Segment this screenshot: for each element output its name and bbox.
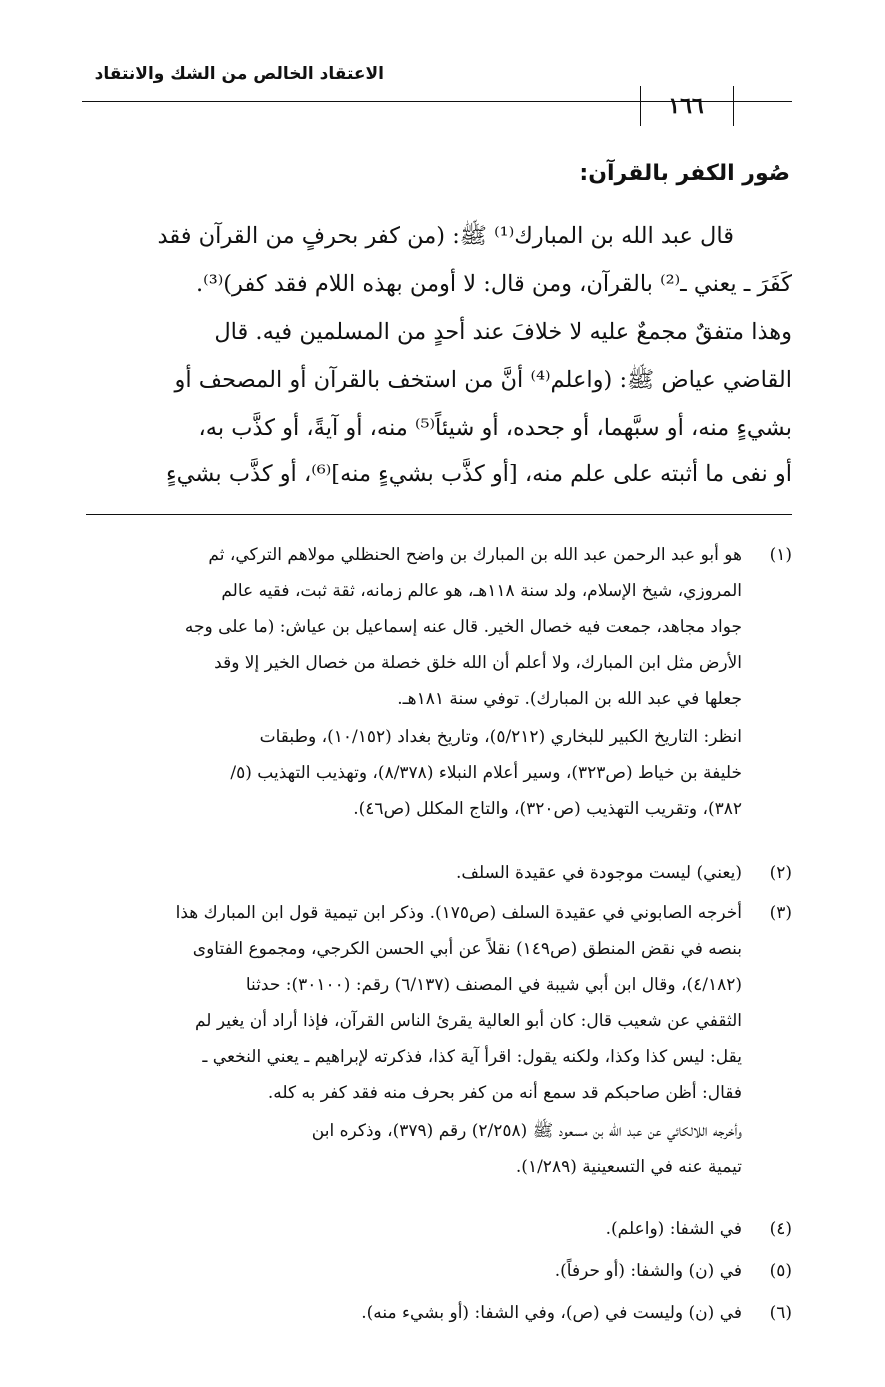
footnote-line: ٣٨٢)، وتقريب التهذيب (ص٣٢٠)، والتاج المكلل (ص٤٦).	[353, 799, 742, 819]
main-text-line: كَفَرَ ـ يعني ـ⁽²⁾ بالقرآن، ومن قال: لا أومن بهذه اللام فقد كفر)⁽³⁾.	[196, 271, 792, 297]
footnote-line: انظر: التاريخ الكبير للبخاري (٥/٢١٢)، وتاريخ بغداد (١٠/١٥٢)، وطبقات	[259, 727, 742, 747]
footnote-line: تيمية عنه في التسعينية (١/٢٨٩).	[515, 1157, 742, 1177]
footnote-line: وأخرجه اللالكائي عن عبد الله بن مسعود ﷺ (٢/٢٥٨) رقم (٣٧٩)، وذكره ابن	[311, 1121, 742, 1141]
footnote-line: هو أبو عبد الرحمن عبد الله بن المبارك بن واضح الحنظلي مولاهم التركي، ثم	[208, 545, 742, 565]
main-text-line: بشيءٍ منه، أو سبَّهما، أو جحده، أو شيئاً⁽⁵⁾ منه، أو آيةً، أو كذَّب به،	[198, 415, 792, 441]
footnote-number: (٤)	[769, 1219, 792, 1239]
footnote-line: المروزي، شيخ الإسلام، ولد سنة ١١٨هـ، هو عالم زمانه، ثقة ثبت، فقيه عالم	[221, 581, 742, 601]
footnote-number: (٥)	[769, 1261, 792, 1281]
footnote-line: في (ن) والشفا: (أو حرفاً).	[554, 1261, 742, 1281]
footnote-line: أخرجه الصابوني في عقيدة السلف (ص١٧٥). وذكر ابن تيمية قول ابن المبارك هذا	[175, 903, 742, 923]
footnote-line: الثقفي عن شعيب قال: كان أبو العالية يقرئ الناس القرآن، فإذا أراد أن يغير لم	[194, 1011, 742, 1031]
running-header-title: الاعتقاد الخالص من الشك والانتقاد	[94, 64, 384, 84]
footnote-line: بنصه في نقض المنطق (ص١٤٩) نقلاً عن أبي الحسن الكرجي، ومجموع الفتاوى	[192, 939, 742, 959]
footnote-line: فقال: أظن صاحبكم قد سمع أنه من كفر بحرف منه فقد كفر به كله.	[267, 1083, 742, 1103]
footnote-number: (٣)	[769, 903, 792, 923]
footnote-line: جواد مجاهد، جمعت فيه خصال الخير. قال عنه إسماعيل بن عياش: (ما على وجه	[184, 617, 742, 637]
section-heading: صُور الكفر بالقرآن:	[579, 161, 790, 186]
footnote-line: الأرض مثل ابن المبارك، ولا أعلم أن الله خلق خصلة من خصال الخير إلا وقد	[214, 653, 742, 673]
footnote-number: (٦)	[769, 1303, 792, 1323]
footnote-line: (٤/١٨٢)، وقال ابن أبي شيبة في المصنف (٦/١٣٧) رقم: (٣٠١٠٠): حدثنا	[245, 975, 742, 995]
footnote-separator	[86, 514, 792, 515]
footnote-line: في الشفا: (واعلم).	[605, 1219, 742, 1239]
footnote-line: خليفة بن خياط (ص٣٢٣)، وسير أعلام النبلاء (٨/٣٧٨)، وتهذيب التهذيب (٥/	[230, 763, 742, 783]
main-text-line: القاضي عياض ﷺ: (واعلم⁽⁴⁾ أنَّ من استخف بالقرآن أو المصحف أو	[174, 367, 792, 393]
footnote-number: (١)	[769, 545, 792, 565]
main-text-line: قال عبد الله بن المبارك⁽¹⁾ ﷺ: (من كفر بحرفٍ من القرآن فقد	[157, 223, 734, 249]
main-text-line: أو نفى ما أثبته على علم منه، [أو كذَّب بشيءٍ منه]⁽⁶⁾، أو كذَّب بشيءٍ	[166, 461, 792, 487]
footnote-line: جعلها في عبد الله بن المبارك). توفي سنة ١٨١هـ.	[397, 689, 742, 709]
footnote-line: يقل: ليس كذا وكذا، ولكنه يقول: اقرأ آية كذا، فذكرته لإبراهيم ـ يعني النخعي ـ	[202, 1047, 742, 1067]
page-number: ١٦٦	[668, 93, 704, 119]
main-text-line: وهذا متفقٌ مجمعٌ عليه لا خلافَ عند أحدٍ من المسلمين فيه. قال	[214, 319, 792, 345]
footnote-line: في (ن) وليست في (ص)، وفي الشفا: (أو بشيء منه).	[361, 1303, 742, 1323]
footnote-number: (٢)	[769, 863, 792, 883]
footnote-line: (يعني) ليست موجودة في عقيدة السلف.	[455, 863, 742, 883]
